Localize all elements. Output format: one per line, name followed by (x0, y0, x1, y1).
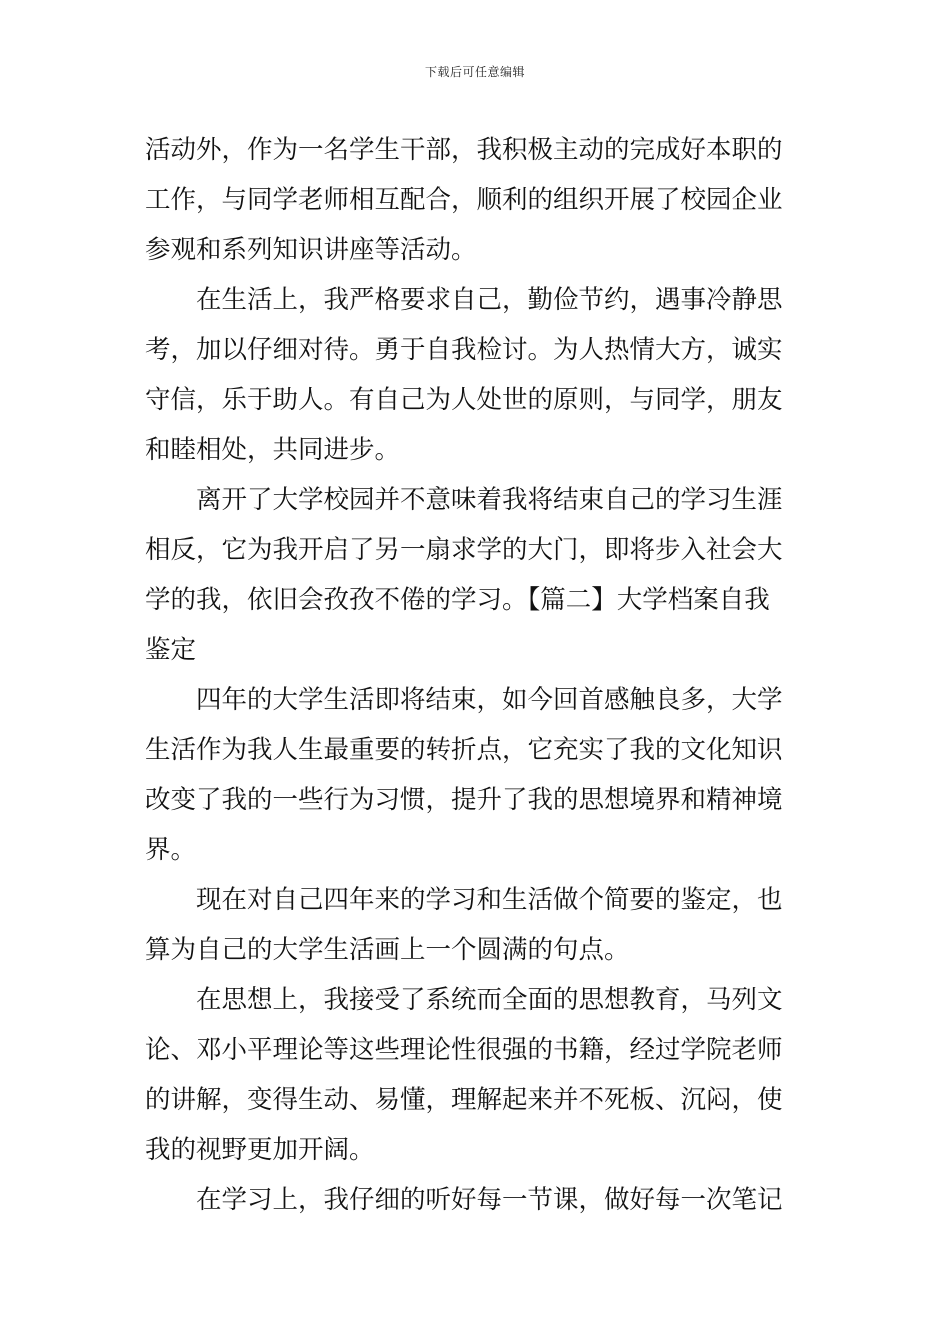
page-header: 下载后可任意编辑 (424, 65, 525, 79)
body-line: 离开了大学校园并不意味着我将结束自己的学习生涯 (145, 485, 783, 515)
body-line: 和睦相处，共同进步。 (145, 435, 401, 465)
body-line: 在思想上，我接受了系统而全面的思想教育，马列文 (145, 985, 783, 1015)
body-line: 算为自己的大学生活画上一个圆满的句点。 (145, 935, 630, 965)
body-line: 生活作为我人生最重要的转折点，它充实了我的文化知识 (145, 735, 783, 765)
body-line: 守信，乐于助人。有自己为人处世的原则，与同学，朋友 (145, 385, 783, 415)
body-line: 工作，与同学老师相互配合，顺利的组织开展了校园企业 (145, 185, 783, 215)
body-line: 学的我，依旧会孜孜不倦的学习。【篇二】大学档案自我 (145, 585, 770, 615)
body-line: 论、邓小平理论等这些理论性很强的书籍，经过学院老师 (145, 1035, 783, 1065)
body-line: 改变了我的一些行为习惯，提升了我的思想境界和精神境 (145, 785, 783, 815)
body-line: 鉴定 (145, 635, 197, 665)
body-line: 我的视野更加开阔。 (145, 1135, 375, 1165)
body-line: 在学习上，我仔细的听好每一节课，做好每一次笔记 (145, 1185, 783, 1215)
body-line: 活动外，作为一名学生干部，我积极主动的完成好本职的 (145, 135, 783, 165)
body-line: 参观和系列知识讲座等活动。 (145, 235, 477, 265)
body-line: 的讲解，变得生动、易懂，理解起来并不死板、沉闷，使 (145, 1085, 783, 1115)
body-line: 四年的大学生活即将结束，如今回首感触良多，大学 (145, 685, 783, 715)
body-line: 在生活上，我严格要求自己，勤俭节约，遇事冷静思 (145, 285, 783, 315)
body-line: 考，加以仔细对待。勇于自我检讨。为人热情大方，诚实 (145, 335, 783, 365)
body-line: 界。 (145, 835, 197, 865)
body-line: 相反，它为我开启了另一扇求学的大门，即将步入社会大 (145, 535, 783, 565)
body-line: 现在对自己四年来的学习和生活做个简要的鉴定，也 (145, 885, 783, 915)
